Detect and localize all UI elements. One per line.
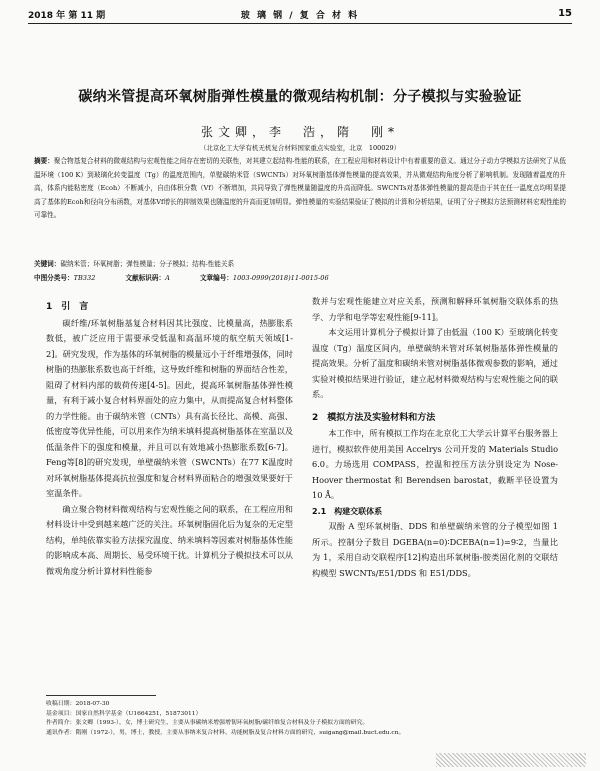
section-2-paragraph-1: 本工作中，所有模拟工作均在北京化工大学云计算平台服务器上进行，模拟软件使用美国 Accelrys 公司开发的 Materials Studio 6.0。力场选用 COMPASS，控温和控压方法分别设定为 Nose-Hoover thermostat 和 Berendsen barostat，截断半径设置为 10 Å。 — [312, 428, 558, 500]
journal-name: 玻 璃 钢 / 复 合 材 料 — [240, 11, 360, 21]
right-column — [312, 294, 558, 581]
keywords — [34, 258, 566, 268]
section-1-paragraph-1: 碳纤维/环氧树脂基复合材料因其比强度、比模量高，热膨胀系数低，被广泛应用于需要承受低温和高温环境的航空航天领域[1-2]。研究发现，作为基体的环氧树脂的模量远小于纤维增强体，同时树脂的热膨胀系数也高于纤维，这导致纤维和树脂的界面结合性差，阻碍了材料内部的载荷传递[4-5]。因此，提高环氧树脂基体弹性模量，有利于减小复合材料界面处的应力集中，从而提高复合材料整体的力学性能。由于碳纳米管（CNTs）具有高长径比、高模、高强、低密度等优异性能，可以用来作为纳米填料提高树脂基体在室温以及低温条件下的强度和模量，并且可以有效地减小热膨胀系数[6-7]。Feng等[8]的研究发现，单壁碳纳米管（SWCNTs）在77 K温度时对环氧树脂基体提高抗拉强度和复合材料界面粘合的增强效果要好于室温条件。 — [46, 317, 293, 498]
abstract-label: 摘要： — [34, 157, 54, 165]
header-rule — [28, 23, 572, 24]
continued-paragraph: 数并与宏观性能建立对应关系，预测和解释环氧树脂交联体系的热学、力学和电学等宏观性能[9-11]。 — [312, 296, 558, 322]
intro-summary-paragraph: 本文运用计算机分子模拟计算了由低温（100 K）至玻璃化转变温度（Tg）温度区间内，单壁碳纳米管对环氧树脂基体弹性模量的提高效果。分析了温度和碳纳米管对树脂基体微观参数的影响，通过实验对模拟结果进行验证，建立起材料微观结构与宏观性能之间的联系。 — [312, 327, 558, 399]
page-number: 15 — [558, 8, 572, 19]
doc-code-value: A — [165, 274, 170, 282]
footnote-rule — [46, 695, 156, 696]
doc-code-label: 文献标识码： — [125, 274, 166, 282]
corresponding-author: 通讯作者：隋刚（1972-），男，博士，教授，主要从事纳米复合材料、功能树脂及复合材料方面的研究，suigang@mail.buct.edu.cn。 — [46, 729, 405, 736]
author-bio: 作者简介：张文卿（1993-），女，博士研究生，主要从事碳纳米增强增韧环氧树脂/碳纤维复合材料及分子模拟方面的研究。 — [46, 720, 369, 726]
received-date: 收稿日期：2018-07-30 — [46, 701, 110, 707]
article-id-label: 文章编号： — [199, 274, 233, 282]
abstract — [34, 155, 566, 223]
scan-noise-pattern — [436, 753, 586, 767]
fund-info: 基金项目：国家自然科学基金（U1664251，51873011） — [46, 710, 202, 717]
article-id-value: 1003-0999(2018)11-0015-06 — [232, 274, 329, 282]
keywords-text: 碳纳米管；环氧树脂；弹性模量；分子模拟；结构-性能关系 — [60, 260, 235, 268]
abstract-text: 聚合物基复合材料的微观结构与宏观性能之间存在密切的关联性，对其建立起结构-性能的联系，在工程应用和材料设计中有着重要的意义。通过分子动力学模拟方法研究了从低温环境（100 K）到玻璃化转变温度（Tg）的温度范围内，单壁碳纳米管（SWCNTs）对环氧树脂基体弹性模量的提高效果，并从微观结构角度分析了影响机制。发现随着温度的升高，体系内能粘密度（Ecoh）不断减小，自由体积分数（Vf）不断增加，共同导致了弹性模量随温度的升高而降低。SWCNTs对基体弹性模量的提高是由于其在任一温度点均明显提高了基体的Ecoh和径向分布函数，对基体Vf增长的抑制效果也随温度的升高而更加明显。弹性模量的实验结果验证了模拟的计算和分析结果，证明了分子模拟方法预测材料宏观性能的可靠性。 — [34, 157, 566, 220]
left-column — [46, 300, 293, 579]
section-2-1-paragraph-1: 双酚 A 型环氧树脂、DDS 和单壁碳纳米管的分子模型如图 1 所示。控制分子数目 DGEBA(n=0)∶DCEBA(n=1)=9∶2，当量比为 1，采用自动交联程序[12]构造出环氧树脂-胺类固化剂的交联结构模型 SWCNTs/E51/DDS 和 E51/DDS。 — [312, 521, 558, 578]
paper-title: 碳纳米管提高环氧树脂弹性模量的微观结构机制：分子模拟与实验验证 — [78, 89, 522, 105]
clc-value: TB332 — [73, 274, 96, 282]
affiliation: （北京化工大学有机无机复合材料国家重点实验室，北京 100029） — [199, 144, 401, 152]
classification-line — [34, 272, 566, 282]
footnotes — [46, 700, 554, 738]
author-list: 张文卿，李 浩，隋 刚* — [200, 125, 399, 139]
running-header — [28, 8, 572, 22]
section-2-1-heading: 2.1 构建交联体系 — [312, 506, 383, 516]
section-2-heading: 2 模拟方法及实验材料和方法 — [312, 412, 436, 423]
clc-label: 中图分类号： — [34, 274, 74, 282]
section-1-paragraph-2: 确立聚合物材料微观结构与宏观性能之间的联系，在工程应用和材料设计中受到越来越广泛的关注。环氧树脂固化后为复杂的无定型结构，单纯依靠实验方法探究温度、纳米填料等因素对树脂基体性能的影响成本高、周期长、易受环境干扰。计算机分子模拟技术可以从微观角度分析计算材料性能参 — [46, 503, 293, 576]
keywords-label: 关键词： — [34, 260, 61, 268]
section-1-heading: 1 引 言 — [46, 302, 89, 312]
issue-date: 2018 年 第 11 期 — [28, 11, 106, 21]
